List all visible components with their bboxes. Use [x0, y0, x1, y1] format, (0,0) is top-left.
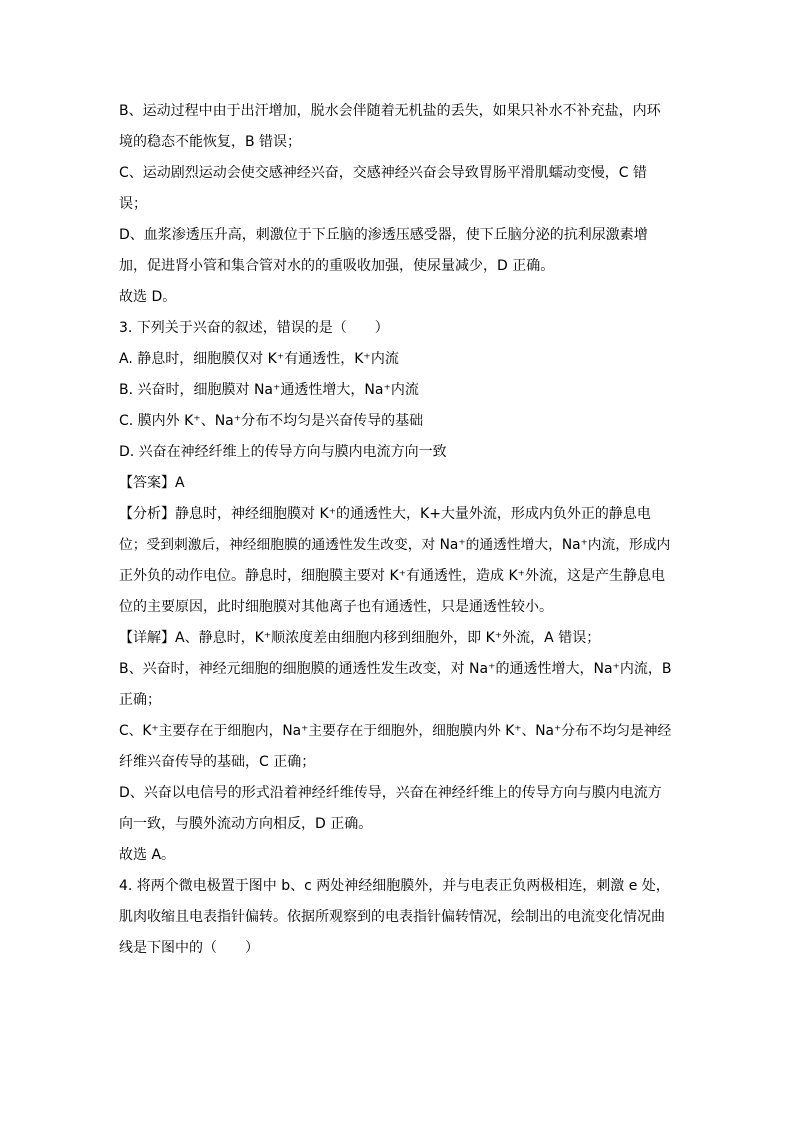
answer-d-explanation-line-2: 加，促进肾小管和集合管对水的的重吸收加强，使尿量减少，D 正确。: [119, 258, 555, 274]
question-4-stem-line-2: 肌肉收缩且电表指针偏转。依据所观察到的电表指针偏转情况，绘制出的电流变化情况曲: [119, 909, 665, 925]
document-body: [119, 96, 679, 964]
answer-b-explanation-line-1: B、运动过程中由于出汗增加，脱水会伴随着无机盐的丢失，如果只补水不补充盐，内环: [119, 103, 661, 119]
answer-c-explanation-line-1: C、运动剧烈运动会使交感神经兴奋，交感神经兴奋会导致胃肠平滑肌蠕动变慢，C 错: [119, 165, 647, 181]
question-3-analysis-line-2: 位；受到刺激后，神经细胞膜的通透性发生改变，对 Na⁺的通透性增大，Na⁺内流，形成内: [119, 537, 671, 553]
answer-d-explanation-line-1: D、血浆渗透压升高，刺激位于下丘脑的渗透压感受器，使下丘脑分泌的抗利尿激素增: [119, 227, 648, 243]
question-4-stem-line-1: 4. 将两个微电极置于图中 b、c 两处神经细胞膜外，并与电表正负两极相连，刺激 e 处，: [119, 878, 670, 894]
question-3-analysis-line-1: 【分析】静息时，神经细胞膜对 K⁺的通透性大，K+大量外流，形成内负外正的静息电: [119, 506, 651, 522]
question-3-option-c: C. 膜内外 K⁺、Na⁺分布不均匀是兴奋传导的基础: [119, 413, 424, 429]
answer-c-explanation-line-2: 误；: [119, 196, 147, 212]
question-3-detail-line-6: D、兴奋以电信号的形式沿着神经纤维传导，兴奋在神经纤维上的传导方向与膜内电流方: [119, 785, 662, 801]
question-3-detail-line-1: 【详解】A、静息时，K⁺顺浓度差由细胞内移到细胞外，即 K⁺外流，A 错误；: [119, 630, 601, 646]
question-3-detail-line-2: B、兴奋时，神经元细胞的细胞膜的通透性发生改变，对 Na⁺的通透性增大，Na⁺内流，B: [119, 661, 672, 677]
question-3-analysis-line-4: 位的主要原因，此时细胞膜对其他离子也有通透性，只是通透性较小。: [119, 599, 553, 615]
question-3-option-a: A. 静息时，细胞膜仅对 K⁺有通透性，K⁺内流: [119, 351, 399, 367]
question-3-stem: 3. 下列关于兴奋的叙述，错误的是（ ）: [119, 320, 389, 336]
question-3-option-d: D. 兴奋在神经纤维上的传导方向与膜内电流方向一致: [119, 444, 447, 460]
question-4-stem-line-3: 线是下图中的（ ）: [119, 940, 259, 956]
question-3-conclusion: 故选 A。: [119, 847, 176, 863]
question-3-detail-line-3: 正确；: [119, 692, 161, 708]
q2-conclusion: 故选 D。: [119, 289, 177, 305]
question-3-analysis-line-3: 正外负的动作电位。静息时，细胞膜主要对 K⁺有通透性，造成 K⁺外流，这是产生静息电: [119, 568, 666, 584]
question-3-detail-line-4: C、K⁺主要存在于细胞内，Na⁺主要存在于细胞外，细胞膜内外 K⁺、Na⁺分布不均匀是神经: [119, 723, 672, 739]
answer-b-explanation-line-2: 境的稳态不能恢复，B 错误；: [119, 134, 302, 150]
question-3-detail-line-7: 向一致，与膜外流动方向相反，D 正确。: [119, 816, 373, 832]
question-3-detail-line-5: 纤维兴奋传导的基础，C 正确；: [119, 754, 316, 770]
question-3-option-b: B. 兴奋时，细胞膜对 Na⁺通透性增大，Na⁺内流: [119, 382, 419, 398]
question-3-answer: 【答案】A: [119, 475, 185, 491]
